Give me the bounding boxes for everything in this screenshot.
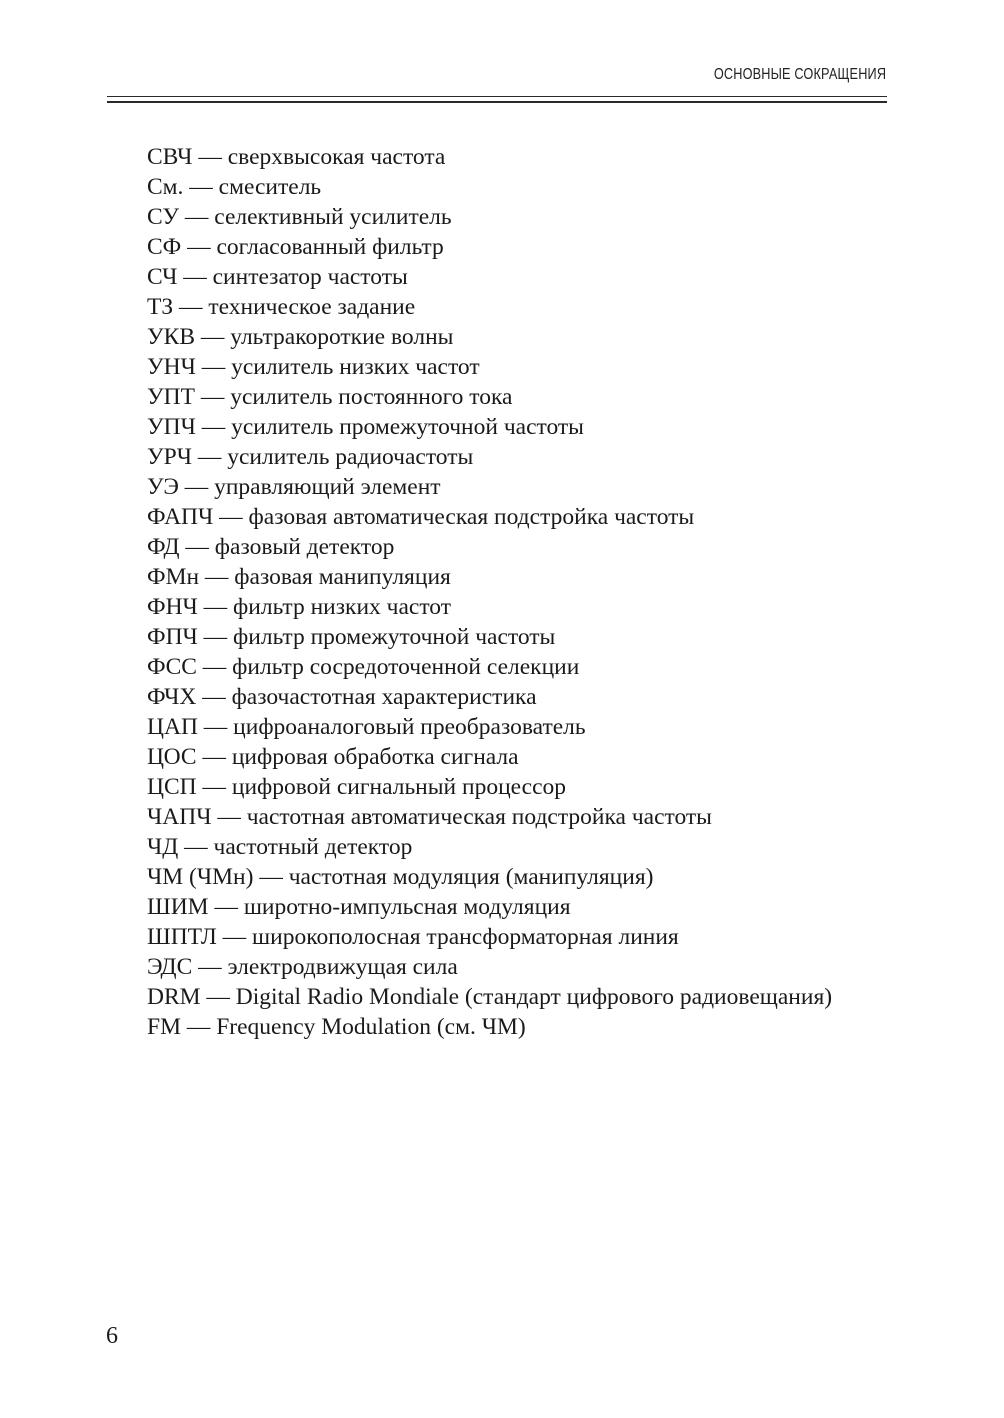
header-rule-thin xyxy=(107,96,887,97)
abbreviation-entry: ЦАП — цифроаналоговый преобразователь xyxy=(147,714,586,740)
abbreviation-entry: ШПТЛ — широкополосная трансформаторная линия xyxy=(147,924,679,950)
page-number: 6 xyxy=(106,1323,118,1349)
abbreviation-entry: ФАПЧ — фазовая автоматическая подстройка частоты xyxy=(147,504,695,530)
abbreviation-entry: ШИМ — широтно-импульсная модуляция xyxy=(147,894,571,920)
abbreviation-entry: ТЗ — техническое задание xyxy=(147,294,416,320)
header-rule-thick xyxy=(107,101,887,103)
abbreviation-entry: УРЧ — усилитель радиочастоты xyxy=(147,444,474,470)
abbreviation-entry: ФЧХ — фазочастотная характеристика xyxy=(147,684,537,710)
abbreviation-entry: DRM — Digital Radio Mondiale (стандарт цифрового радиовещания) xyxy=(147,984,833,1010)
abbreviation-entry: ЧАПЧ — частотная автоматическая подстройка частоты xyxy=(147,804,712,830)
abbreviation-entry: ФНЧ — фильтр низких частот xyxy=(147,594,451,620)
abbreviation-entry: ЦОС — цифровая обработка сигнала xyxy=(147,744,519,770)
abbreviation-entry: СУ — селективный усилитель xyxy=(147,204,452,230)
abbreviation-entry: ЭДС — электродвижущая сила xyxy=(147,954,458,980)
abbreviation-entry: ЧД — частотный детектор xyxy=(147,834,413,860)
abbreviation-entry: См. — смеситель xyxy=(147,174,322,200)
abbreviation-entry: СФ — согласованный фильтр xyxy=(147,234,444,260)
abbreviation-entry: УНЧ — усилитель низких частот xyxy=(147,354,480,380)
abbreviation-entry: СЧ — синтезатор частоты xyxy=(147,264,408,290)
abbreviation-entry: ЧМ (ЧМн) — частотная модуляция (манипуляция) xyxy=(147,864,654,890)
abbreviation-entry: СВЧ — сверхвысокая частота xyxy=(147,144,446,170)
running-title: ОСНОВНЫЕ СОКРАЩЕНИЯ xyxy=(713,66,886,83)
abbreviation-entry: УЭ — управляющий элемент xyxy=(147,474,441,500)
abbreviation-list xyxy=(147,142,832,1042)
abbreviation-entry: ФМн — фазовая манипуляция xyxy=(147,564,451,590)
abbreviation-entry: УКВ — ультракороткие волны xyxy=(147,324,454,350)
abbreviation-entry: ФД — фазовый детектор xyxy=(147,534,395,560)
abbreviation-entry: УПЧ — усилитель промежуточной частоты xyxy=(147,414,584,440)
abbreviation-entry: ФСС — фильтр сосредоточенной селекции xyxy=(147,654,580,680)
abbreviation-entry: УПТ — усилитель постоянного тока xyxy=(147,384,513,410)
abbreviation-entry: ФПЧ — фильтр промежуточной частоты xyxy=(147,624,556,650)
abbreviation-entry: FM — Frequency Modulation (см. ЧМ) xyxy=(147,1014,526,1040)
abbreviation-entry: ЦСП — цифровой сигнальный процессор xyxy=(147,774,567,800)
